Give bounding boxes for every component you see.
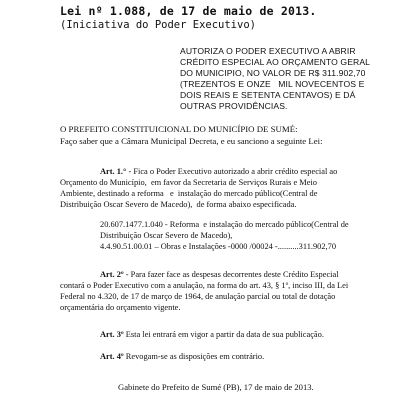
art2-line: Art. 2º - Para fazer face as despesas decorrentes deste Crédito Especial bbox=[100, 270, 339, 279]
budget-item: 20.607.1477.1.040 - Reforma e instalação do mercado público(Central de bbox=[100, 220, 349, 229]
law-title: Lei nº 1.088, de 17 de maio de 2013. bbox=[60, 4, 317, 18]
budget-item: Distribuição Oscar Severo de Macedo), bbox=[100, 231, 233, 240]
law-subtitle: (Iniciativa do Poder Executivo) bbox=[60, 19, 256, 31]
art1-line: Distribuição Oscar Severo de Macedo), de forma abaixo especificada. bbox=[60, 200, 297, 209]
art2-label: Art. 2º bbox=[100, 270, 124, 279]
ementa-line: DO MUNICIPIO, NO VALOR DE R$ 311.902,70 bbox=[180, 68, 366, 78]
art2-line: Federal no 4.320, de 17 de março de 1964, de anulação parcial ou total de dotação bbox=[60, 292, 336, 301]
art1-line: Ambiente, destinado a reforma e instalação do mercado público(Central de bbox=[60, 189, 318, 198]
art4-line: Art. 4º Revogam-se as disposições em contrário. bbox=[100, 352, 265, 361]
art1-line: Orçamento do Município, em favor da Secretaria de Serviços Rurais e Meio bbox=[60, 178, 317, 187]
ementa-line: (TREZENTOS E ONZE MIL NOVECENTOS E bbox=[180, 79, 365, 89]
preamble-text: Faço saber que a Câmara Municipal Decreta, e eu sanciono a seguinte Lei: bbox=[60, 136, 323, 146]
art2-line: contará o Poder Executivo com a anulação, na forma do art. 43, § 1º, inciso III, da Lei bbox=[60, 281, 349, 290]
ementa-line: CRÉDITO ESPECIAL AO ORÇAMENTO GERAL bbox=[180, 57, 371, 67]
ementa-line: OUTRAS PROVIDÊNCIAS. bbox=[180, 101, 288, 111]
art3-label: Art. 3º bbox=[100, 330, 124, 339]
budget-item-value: 4.4.90.51.00.01 – Obras e Instalações -0000 /00024 -..........311.902,70 bbox=[100, 242, 337, 251]
art4-label: Art. 4º bbox=[100, 352, 124, 361]
art3-line: Art. 3º Esta lei entrará em vigor a partir da data de sua publicação. bbox=[100, 330, 324, 339]
ementa-line: AUTORIZA O PODER EXECUTIVO A ABRIR bbox=[180, 46, 356, 56]
preamble-heading: O PREFEITO CONSTITUICIONAL DO MUNICÍPIO DE SUMÉ: bbox=[60, 124, 298, 134]
ementa-line: DOIS REAIS E SETENTA CENTAVOS) E DÁ bbox=[180, 90, 356, 100]
art1-label: Art. 1.° bbox=[100, 167, 127, 176]
art2-line: orçamentária do orçamento vigente. bbox=[60, 303, 181, 312]
art1-line: Art. 1.° - Fica o Poder Executivo autorizado a abrir crédito especial ao bbox=[100, 167, 338, 176]
closing-line: Gabinete do Prefeito de Sumé (PB), 17 de maio de 2013. bbox=[118, 382, 314, 392]
